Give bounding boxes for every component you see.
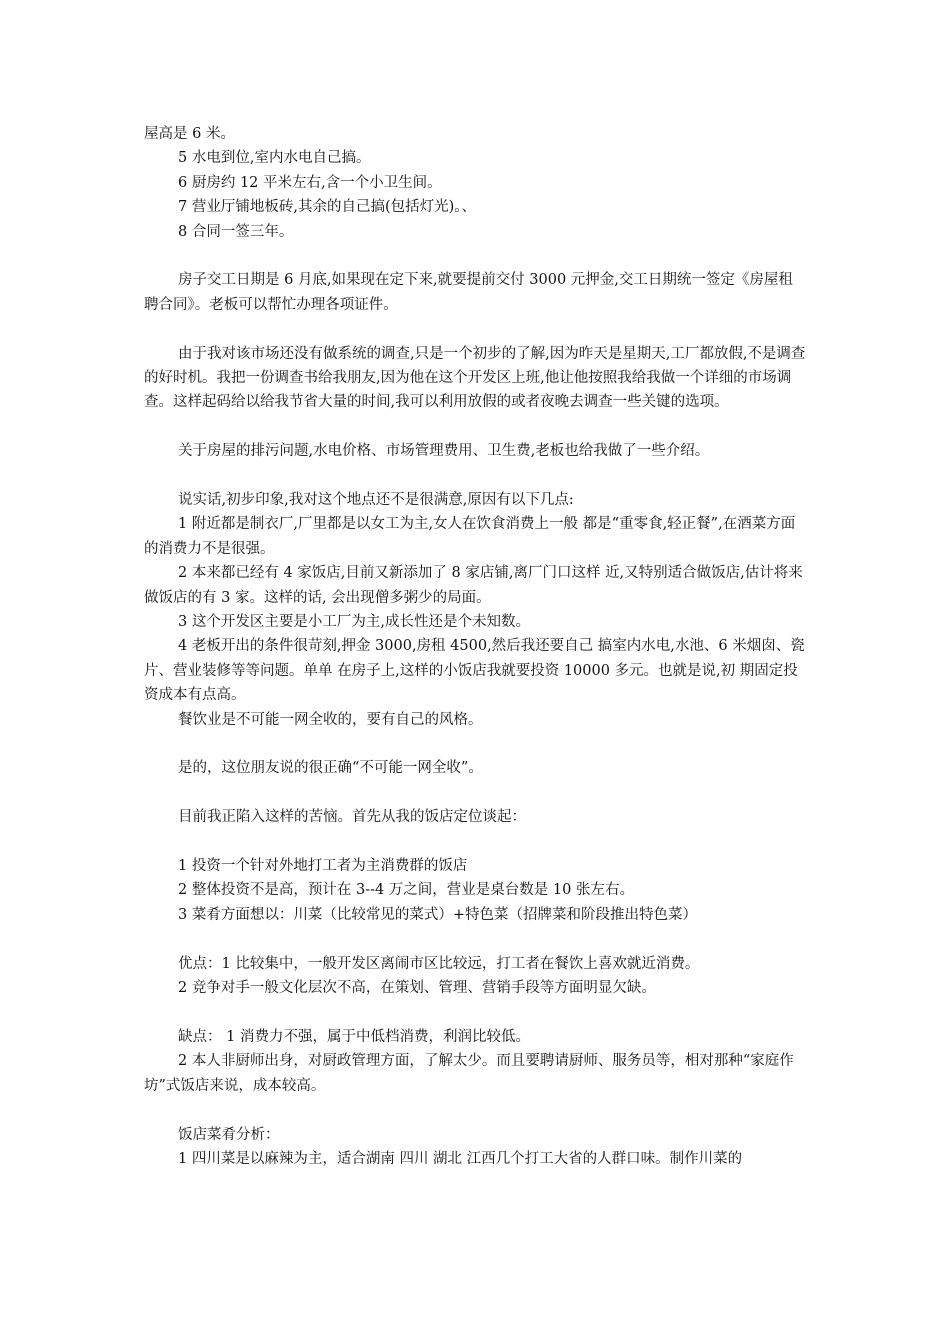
paragraph: 2 本人非厨师出身，对厨政管理方面，了解太少。而且要聘请厨师、服务员等，相对那种“家庭作坊”式饭店来说，成本较高。 [144,1053,794,1094]
list-item: 3 这个开发区主要是小工厂为主,成长性还是个未知数。 [178,614,530,631]
paragraph: 由于我对该市场还没有做系统的调查,只是一个初步的了解,因为昨天是星期天,工厂都放假,不是调查的好时机。我把一份调查书给我朋友,因为他在这个开发区上班,他让他按照我给我做一个详细的市场调查。这样起码给以给我节省大量的时间,我可以利用放假的或者夜晚去调查一些关键的选项。 [144,345,806,411]
list-item: 2 本来都已经有 4 家饭店,目前又新添加了 8 家店铺,离厂门口这样 近,又特别适合做饭店,估计将来做饭店的有 3 家。这样的话, 会出现僧多粥少的局面。 [144,565,803,606]
paragraph: 目前我正陷入这样的苦恼。首先从我的饭店定位谈起： [178,809,526,826]
list-item: 1 投资一个针对外地打工者为主消费群的饭店 [178,858,468,875]
text-line: 屋高是 6 米。 [144,126,235,142]
blank-line [144,732,806,756]
paragraph: 2 竞争对手一般文化层次不高，在策划、管理、营销手段等方面明显欠缺。 [178,980,656,997]
paragraph: 缺点： 1 消费力不强，属于中低档消费，利润比较低。 [178,1028,530,1045]
paragraph: 餐饮业是不可能一网全收的，要有自己的风格。 [178,711,483,728]
text-line: 8 合同一签三年。 [178,223,294,240]
paragraph: 优点：1 比较集中，一般开发区离闹市区比较远，打工者在餐饮上喜欢就近消费。 [178,955,700,972]
paragraph: 房子交工日期是 6 月底,如果现在定下来,就要提前交付 3000 元押金,交工日期统一签定《房屋租聘合同》。老板可以帮忙办理各项证件。 [144,272,793,313]
blank-line [144,1001,806,1025]
list-item: 2 整体投资不是高，预计在 3--4 万之间，营业是桌台数是 10 张左右。 [178,882,634,899]
list-item: 3 菜肴方面想以：川菜（比较常见的菜式）+特色菜（招牌菜和阶段推出特色菜） [178,906,697,923]
list-item: 1 四川菜是以麻辣为主，适合湖南 四川 湖北 江西几个打工大省的人群口味。制作川菜的 [178,1150,743,1167]
text-line: 7 营业厅铺地板砖,其余的自己搞(包括灯光)。、 [178,199,477,216]
paragraph: 关于房屋的排污问题,水电价格、市场管理费用、卫生费,老板也给我做了一些介绍。 [178,443,710,460]
blank-line [144,830,806,854]
blank-line [144,317,806,341]
paragraph: 是的，这位朋友说的很正确“不可能一网全收”。 [178,760,483,777]
blank-line [144,244,806,268]
blank-line [144,464,806,488]
text-line: 6 厨房约 12 平米左右,含一个小卫生间。 [178,174,442,191]
list-item: 4 老板开出的条件很苛刻,押金 3000,房租 4500,然后我还要自己 搞室内水电,水池、6 米烟囱、瓷片、营业装修等等问题。单单 在房子上,这样的小饭店我就要投资 10000 多元。也就是说,初 期固定投资成本有点高。 [144,638,805,704]
section-heading: 饭店菜肴分析： [178,1126,280,1143]
text-line: 5 水电到位,室内水电自己搞。 [178,150,371,167]
document-page [144,122,806,1171]
list-item: 1 附近都是制衣厂,厂里都是以女工为主,女人在饮食消费上一般 都是“重零食,轻正餐”,在酒菜方面的消费力不是很强。 [144,516,796,557]
blank-line [144,927,806,951]
blank-line [144,781,806,805]
blank-line [144,415,806,439]
paragraph: 说实话,初步印象,我对这个地点还不是很满意,原因有以下几点: [178,492,574,509]
blank-line [144,1098,806,1122]
